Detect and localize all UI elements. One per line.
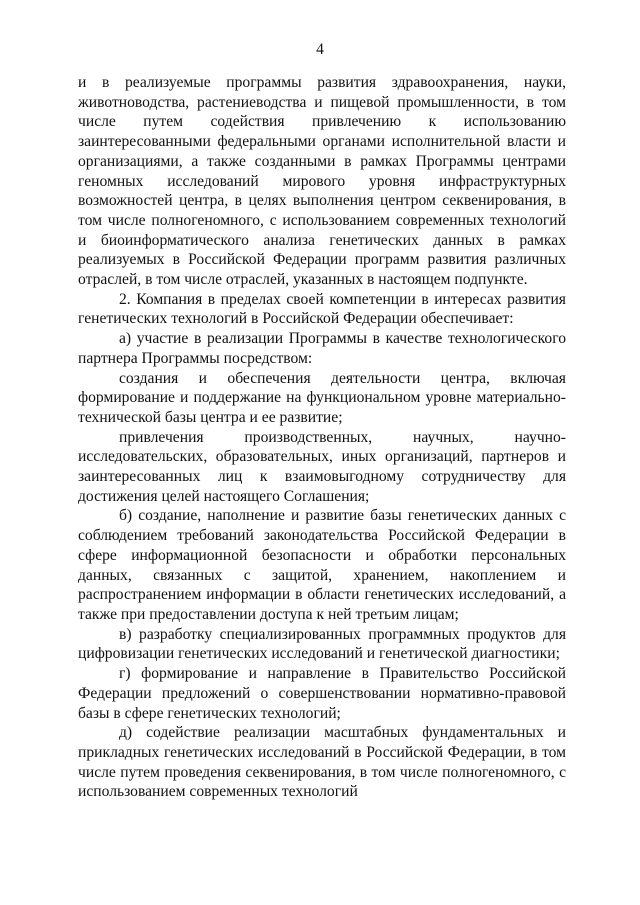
paragraph-item-v: в) разработку специализированных программных продуктов для цифровизации генетических исследований и генетической диагностики; <box>78 625 566 663</box>
paragraph-item-a-attraction: привлечения производственных, научных, научно-исследовательских, образовательных, иных организаций, партнеров и заинтересованных лиц к взаимовыгодному сотрудничеству для достижения целей настоящего Соглашения; <box>78 428 566 505</box>
paragraph-item-d: д) содействие реализации масштабных фундаментальных и прикладных генетических исследований в Российской Федерации, в том числе путем проведения секвенирования, в том числе полногеномного, с использованием современных технологий <box>78 724 566 801</box>
paragraph-item-a: а) участие в реализации Программы в качестве технологического партнера Программы посредством: <box>78 330 566 367</box>
page-number: 4 <box>316 41 324 58</box>
paragraph-clause-2: 2. Компания в пределах своей компетенции в интересах развития генетических технологий в Российской Федерации обеспечивает: <box>78 290 566 328</box>
paragraph-item-b: б) создание, наполнение и развитие базы генетических данных с соблюдением требований законодательства Российской Федерации в сфере информационной безопасности и обработки персональных данных, связанных с защитой, хранением, накоплением и распространением информации в области генетических исследований, а также при предоставлении доступа к ней третьим лицам; <box>78 507 566 623</box>
paragraph-item-g: г) формирование и направление в Правительство Российской Федерации предложений о совершенствовании нормативно-правовой базы в сфере генетических технологий; <box>78 665 566 722</box>
document-body <box>78 73 566 802</box>
paragraph-item-a-creation: создания и обеспечения деятельности центра, включая формирование и поддержание на функциональном уровне материально-технической базы центра и ее развитие; <box>78 369 566 426</box>
paragraph-continuation: и в реализуемые программы развития здравоохранения, науки, животноводства, растениеводства и пищевой промышленности, в том числе путем содействия привлечению к использованию заинтересованными федеральными органами исполнительной власти и организациями, а также созданными в рамках Программы центрами геномных исследований мирового уровня инфраструктурных возможностей центра, в целях выполнения центром секвенирования, в том числе полногеномного, с использованием современных технологий и биоинформатического анализа генетических данных в рамках реализуемых в Российской Федерации программ развития различных отраслей, в том числе отраслей, указанных в настоящем подпункте. <box>78 74 566 289</box>
